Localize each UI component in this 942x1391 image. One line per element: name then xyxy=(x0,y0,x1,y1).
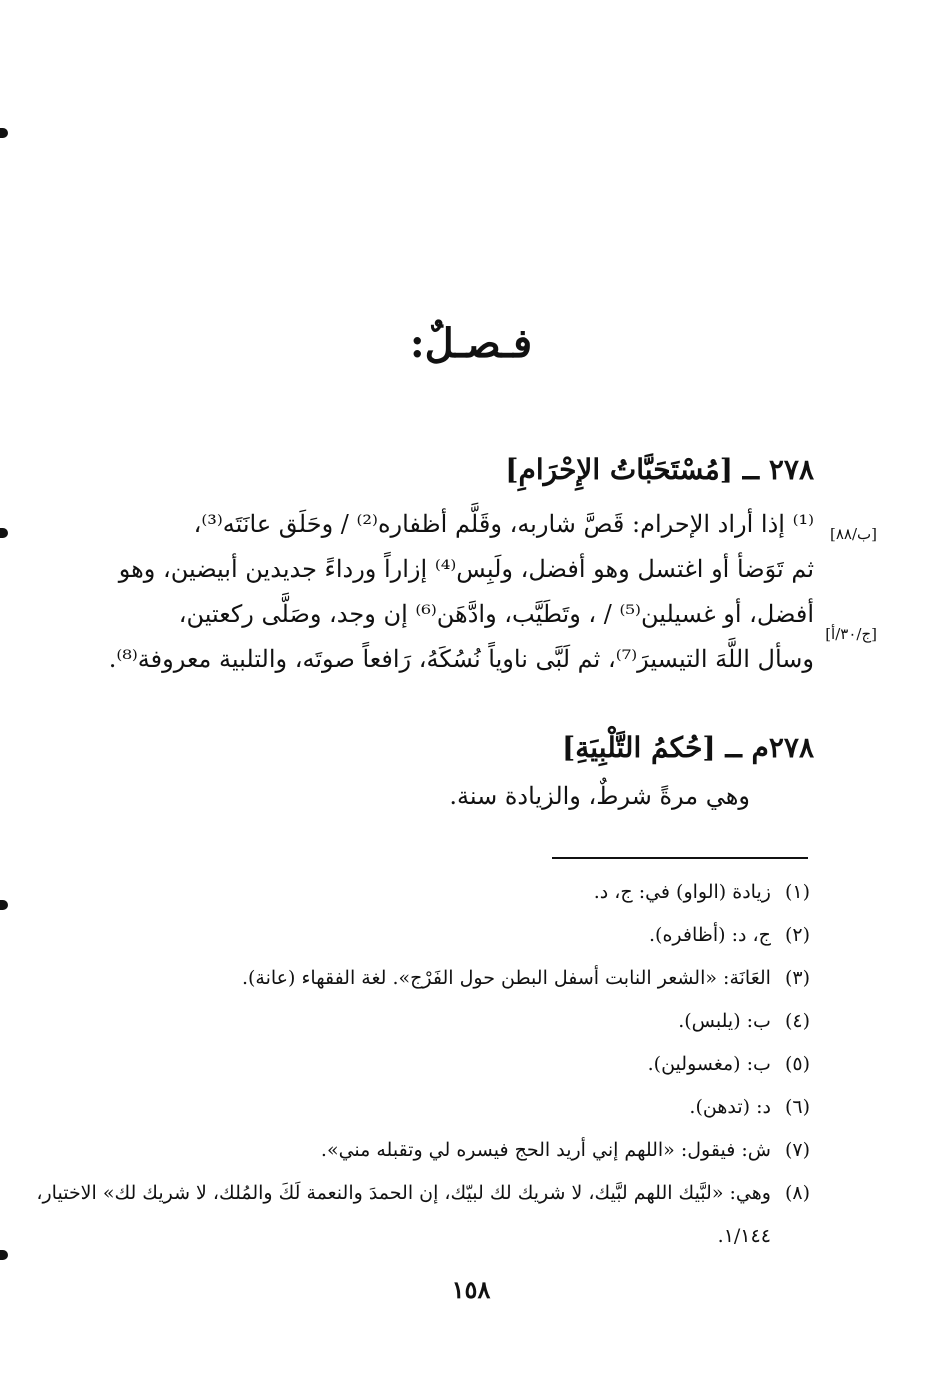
footnote xyxy=(20,1043,810,1086)
text-line: أفضل، أو غسيلين⁽⁵⁾ / ، وتَطَيَّب، وادَّهَن⁽⁶⁾ إن وجد، وصَلَّى ركعتين، xyxy=(178,600,814,628)
text-line: ثم تَوَضأ أو اغتسل وهو أفضل، ولَبِس⁽⁴⁾ إزاراً ورداءً جديدين أبيضين، وهو xyxy=(118,555,814,583)
footnote-text: ش: فيقول: «اللهم إني أريد الحج فيسره لي وتقبله مني». xyxy=(320,1139,771,1161)
footnote xyxy=(20,1000,810,1043)
text-line: وهي مرةً شرطٌ، والزيادة سنة. xyxy=(449,782,750,810)
footnote-text: زيادة (الواو) في: ج، د. xyxy=(593,881,771,903)
footnote-number: (٨) xyxy=(784,1182,810,1204)
footnote-number: (٦) xyxy=(784,1096,810,1118)
text-line: ⁽¹⁾ إذا أراد الإحرام: قَصَّ شاربه، وقَلَّم أظفاره⁽²⁾ / وحَلَق عانَتَه⁽³⁾، xyxy=(193,510,814,538)
footnote xyxy=(20,1172,810,1258)
footnote-number: (٧) xyxy=(784,1139,810,1161)
margin-reference: [ب/٨٨] xyxy=(829,525,877,543)
entry-heading: ٢٧٨م ــ [حُكمُ التَّلْبِيَةِ] xyxy=(562,731,814,764)
scan-edge-mark xyxy=(0,528,8,538)
scan-edge-mark xyxy=(0,1250,8,1260)
footnote xyxy=(20,871,810,914)
footnote xyxy=(20,1129,810,1172)
footnotes xyxy=(20,871,810,1258)
section-title: فـصـلٌ: xyxy=(409,320,533,367)
footnote xyxy=(20,1086,810,1129)
footnote xyxy=(20,914,810,957)
footnote-text: وهي: «لبَّيك اللهم لبَّيك، لا شريك لك لبيّك، إن الحمدَ والنعمة لَكَ والمُلك، لا شريك لك» الاختيار، ١/١٤٤. xyxy=(36,1182,771,1247)
scan-edge-mark xyxy=(0,900,8,910)
footnote xyxy=(20,957,810,1000)
entry-text xyxy=(54,502,814,682)
footnote-number: (١) xyxy=(784,881,810,903)
footnote-number: (٢) xyxy=(784,924,810,946)
footnote-text: د: (تدهن). xyxy=(689,1096,771,1118)
footnote-text: ب: (يلبس). xyxy=(678,1010,771,1032)
footnote-number: (٣) xyxy=(784,967,810,989)
footnote-number: (٤) xyxy=(784,1010,810,1032)
page-number: ١٥٨ xyxy=(451,1275,491,1304)
footnote-text: ج، د: (أظافره). xyxy=(649,924,771,946)
entry-heading: ٢٧٨ ــ [مُسْتَحَبَّاتُ الإِحْرَامِ] xyxy=(505,453,814,486)
text-line: وسأل اللَّهَ التيسيرَ⁽⁷⁾، ثم لَبَّى ناوياً نُسُكَهُ، رَافعاً صوتَه، والتلبية معروفة⁽⁸⁾. xyxy=(108,645,814,673)
footnote-divider xyxy=(552,857,808,859)
footnote-number: (٥) xyxy=(784,1053,810,1075)
entry-278m xyxy=(54,728,814,819)
margin-reference: [ج/٣٠/أ] xyxy=(825,625,877,643)
footnote-text: العَانَة: «الشعر النابت أسفل البطن حول الفَرْج». لغة الفقهاء (عانة). xyxy=(241,967,771,989)
entry-278 xyxy=(54,450,814,682)
entry-text xyxy=(54,774,814,819)
footnote-text: ب: (مغسولين). xyxy=(647,1053,771,1075)
scan-edge-mark xyxy=(0,128,8,138)
